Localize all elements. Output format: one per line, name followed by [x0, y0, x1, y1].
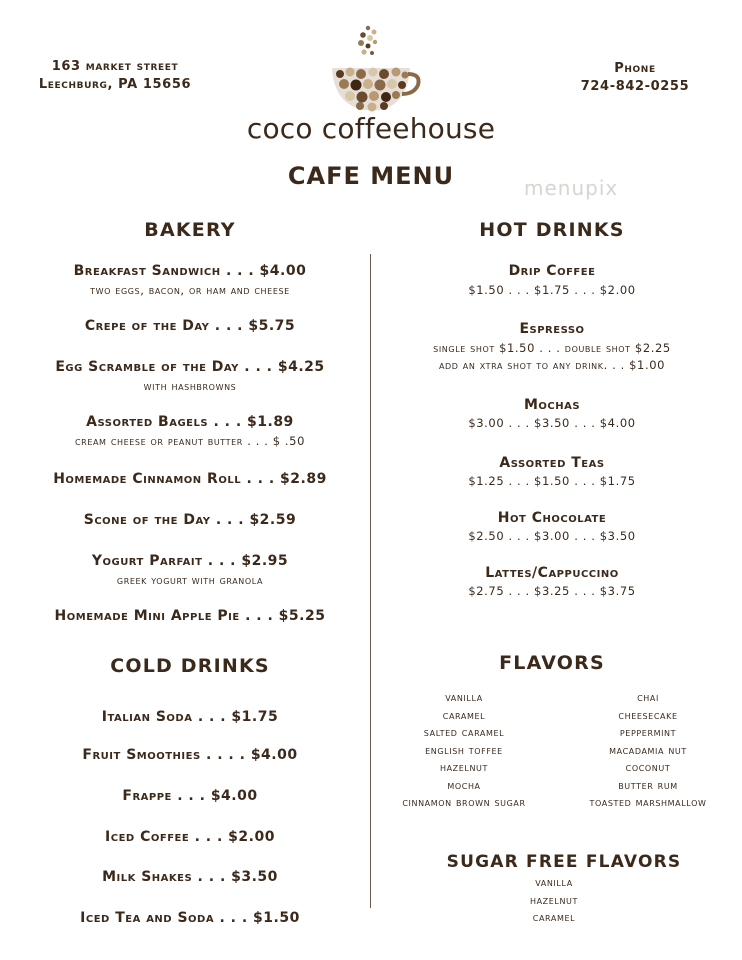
flavor-item: hazelnut [529, 892, 578, 907]
menu-item: Mochas [523, 397, 581, 413]
menu-item: Lattes/Cappuccino [485, 565, 619, 581]
flavor-item: cinnamon brown sugar [402, 795, 526, 809]
menu-item: Italian Soda . . . $1.75 [101, 709, 279, 725]
menu-item-prices: $3.00 . . . $3.50 . . . $4.00 [468, 416, 636, 430]
flavor-item: butter rum [618, 777, 678, 792]
menu-item-description: greek yogurt with granola [116, 573, 264, 587]
flavor-item: peppermint [619, 725, 677, 739]
address-city: Leechburg, PA 15656 [38, 77, 192, 92]
phone-label: Phone [614, 61, 656, 76]
menu-item-description: two eggs, bacon, or ham and cheese [90, 283, 290, 297]
flavor-item: hazelnut [439, 760, 488, 774]
flavor-item: salted caramel [423, 725, 505, 739]
flavors-list-right [548, 689, 742, 812]
menu-item-prices: single shot $1.50 . . . double shot $2.25 [433, 341, 671, 355]
flavors-heading: FLAVORS [499, 652, 605, 674]
menu-item: Assorted Teas [499, 455, 605, 471]
flavors-list-left [364, 689, 564, 812]
menu-item-prices: $1.50 . . . $1.75 . . . $2.00 [468, 283, 636, 297]
flavor-item: coconut [625, 760, 671, 774]
menu-item-prices: $2.75 . . . $3.25 . . . $3.75 [468, 584, 636, 598]
menu-item: Iced Coffee . . . $2.00 [105, 829, 275, 845]
flavor-item: toasted marshmallow [589, 795, 707, 809]
menu-item: Scone of the Day . . . $2.59 [83, 512, 297, 528]
flavor-item: chai [637, 690, 659, 704]
hot-drinks-heading: HOT DRINKS [479, 219, 625, 241]
menu-item: Breakfast Sandwich . . . $4.00 [73, 263, 307, 279]
flavor-item: macadamia nut [609, 742, 687, 757]
menu-item: Hot Chocolate [497, 510, 607, 526]
menu-item-description: add an xtra shot to any drink. . . $1.00 [438, 358, 666, 372]
flavor-item: mocha [447, 777, 481, 792]
flavor-item: english toffee [425, 742, 503, 757]
menu-item: Yogurt Parfait . . . $2.95 [91, 553, 289, 569]
menu-item: Homemade Cinnamon Roll . . . $2.89 [53, 471, 327, 487]
menu-item: Frappe . . . $4.00 [122, 788, 258, 804]
coffee-cup-logo-icon [322, 22, 422, 118]
flavor-item: vanilla [445, 690, 483, 704]
menu-item-prices: $1.25 . . . $1.50 . . . $1.75 [468, 474, 636, 488]
menu-item: Egg Scramble of the Day . . . $4.25 [55, 359, 325, 375]
flavor-item: caramel [442, 707, 486, 722]
brand-name: coco coffeehouse [246, 112, 496, 145]
menu-item: Espresso [519, 321, 585, 337]
bakery-heading: BAKERY [144, 219, 236, 241]
menu-item-description: cream cheese or peanut butter . . . $ .50 [74, 434, 305, 448]
phone-block [560, 60, 710, 96]
watermark: menupix [524, 176, 619, 200]
menu-item: Milk Shakes . . . $3.50 [102, 869, 278, 885]
menu-item-description: with hashbrowns [143, 379, 237, 393]
menu-item: Drip Coffee [508, 263, 596, 279]
menu-item: Fruit Smoothies . . . . $4.00 [82, 747, 298, 763]
flavor-item: vanilla [535, 875, 573, 889]
menu-title: CAFE MENU [287, 162, 455, 190]
menu-item: Iced Tea and Soda . . . $1.50 [80, 910, 300, 926]
address-street: 163 market street [51, 59, 179, 74]
phone-number: 724-842-0255 [580, 79, 690, 94]
menu-item: Assorted Bagels . . . $1.89 [86, 414, 294, 430]
sugar-free-list [374, 874, 734, 927]
menu-item-prices: $2.50 . . . $3.00 . . . $3.50 [468, 529, 636, 543]
menu-item: Homemade Mini Apple Pie . . . $5.25 [54, 608, 326, 624]
flavor-item: cheesecake [618, 707, 678, 722]
cold-drinks-heading: COLD DRINKS [110, 655, 270, 677]
address-block [20, 58, 210, 94]
sugar-free-heading: SUGAR FREE FLAVORS [446, 852, 682, 872]
menu-item: Crepe of the Day . . . $5.75 [84, 318, 296, 334]
flavor-item: caramel [532, 910, 576, 924]
